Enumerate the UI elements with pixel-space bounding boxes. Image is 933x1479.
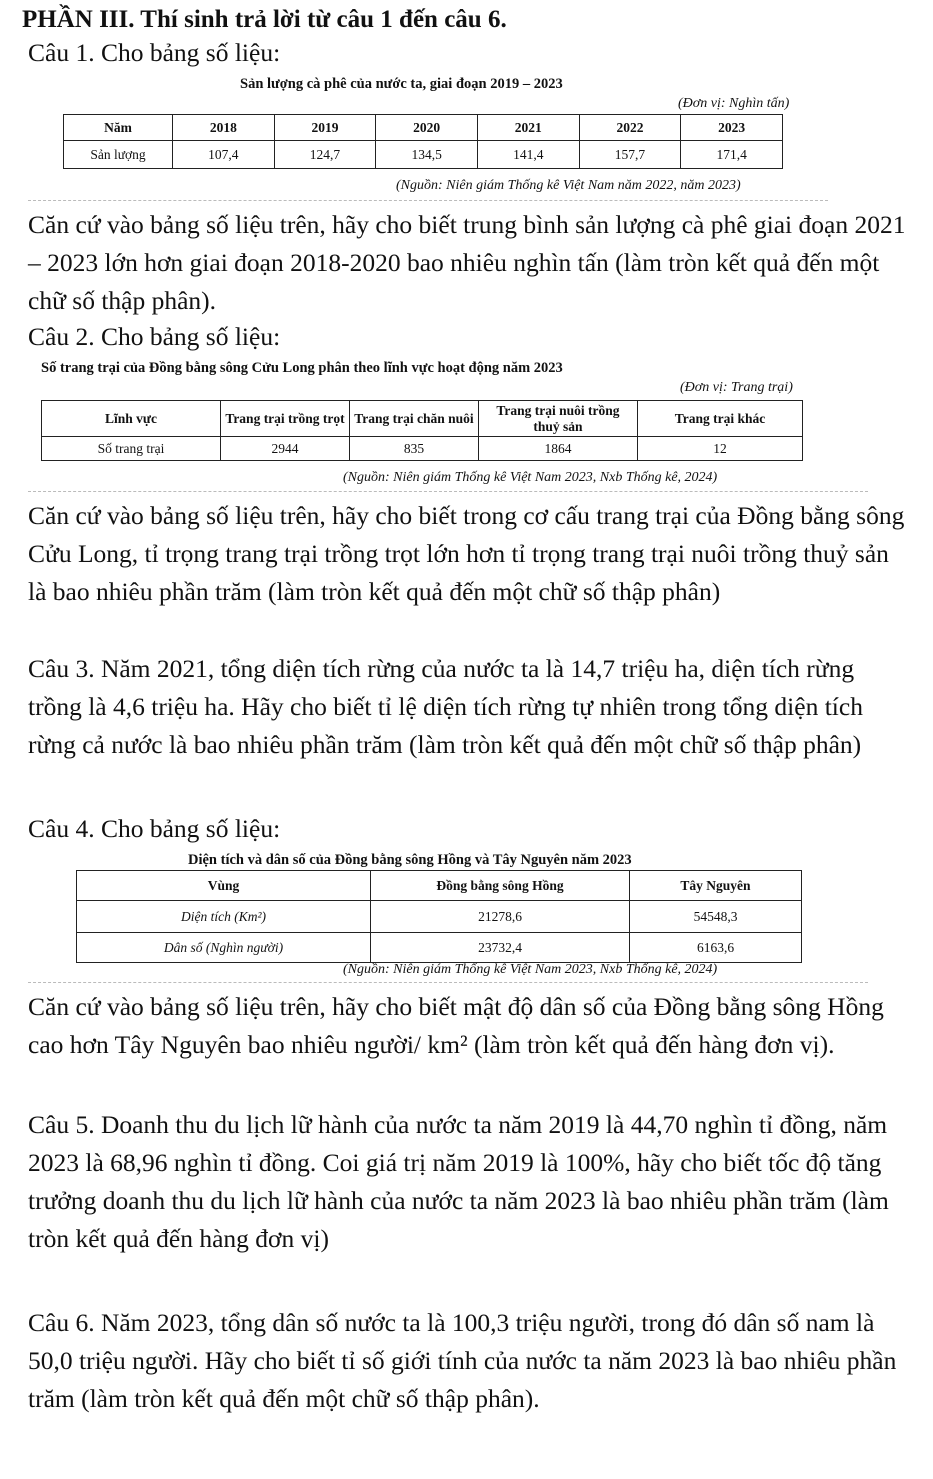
q1-cell: 107,4 bbox=[173, 141, 275, 169]
divider bbox=[28, 200, 828, 201]
q4-header-cell: Vùng bbox=[77, 871, 371, 901]
q1-cell: 141,4 bbox=[477, 141, 579, 169]
q2-header-cell: Trang trại khác bbox=[638, 401, 803, 437]
q2-cell: 835 bbox=[350, 437, 479, 461]
q4-cell: Dân số (Nghìn người) bbox=[77, 933, 371, 963]
q1-header-cell: 2021 bbox=[477, 115, 579, 141]
q4-cell: 23732,4 bbox=[371, 933, 630, 963]
q1-header-cell: 2019 bbox=[274, 115, 376, 141]
q2-header-cell: Trang trại chăn nuôi bbox=[350, 401, 479, 437]
q4-data-row bbox=[77, 901, 802, 933]
q2-cell: Số trang trại bbox=[42, 437, 221, 461]
q2-unit: (Đơn vị: Trang trại) bbox=[680, 380, 793, 395]
q4-label: Câu 4. Cho bảng số liệu: bbox=[28, 814, 281, 843]
q6-text: Câu 6. Năm 2023, tổng dân số nước ta là 100,3 triệu người, trong đó dân số nam là 50,0 triệu người. Hãy cho biết tỉ số giới tính của nước ta năm 2023 là bao nhiêu phần trăm (làm tròn kết quả đến một chữ số thập phân). bbox=[28, 1308, 897, 1413]
section-heading: PHẦN III. Thí sinh trả lời từ câu 1 đến câu 6. bbox=[22, 6, 507, 33]
q4-text: Căn cứ vào bảng số liệu trên, hãy cho biết mật độ dân số của Đồng bằng sông Hồng cao hơn Tây Nguyên bao nhiêu người/ km² (làm tròn kết quả đến hàng đơn vị). bbox=[28, 992, 884, 1059]
q4-cell: 6163,6 bbox=[630, 933, 802, 963]
q2-cell: 12 bbox=[638, 437, 803, 461]
q2-label: Câu 2. Cho bảng số liệu: bbox=[28, 322, 281, 351]
q2-header-cell: Trang trại trồng trọt bbox=[221, 401, 350, 437]
q2-header-cell: Lĩnh vực bbox=[42, 401, 221, 437]
q2-cell: 2944 bbox=[221, 437, 350, 461]
q1-cell: 157,7 bbox=[579, 141, 681, 169]
q4-table bbox=[76, 870, 802, 963]
q2-header-cell: Trang trại nuôi trồng thuỷ sản bbox=[479, 401, 638, 437]
divider bbox=[28, 982, 868, 983]
q4-table-title: Diện tích và dân số của Đồng bằng sông Hồng và Tây Nguyên năm 2023 bbox=[188, 852, 632, 868]
q1-unit: (Đơn vị: Nghìn tấn) bbox=[678, 96, 790, 111]
q4-header-cell: Đồng bằng sông Hồng bbox=[371, 871, 630, 901]
q2-text: Căn cứ vào bảng số liệu trên, hãy cho biết trong cơ cấu trang trại của Đồng bằng sông Cửu Long, tỉ trọng trang trại trồng trọt lớn hơn tỉ trọng trang trại nuôi trồng thuỷ sản là bao nhiêu phần trăm (làm tròn kết quả đến một chữ số thập phân) bbox=[28, 501, 905, 606]
q1-cell: Sản lượng bbox=[64, 141, 173, 169]
q2-source: (Nguồn: Niên giám Thống kê Việt Nam 2023, Nxb Thống kê, 2024) bbox=[343, 470, 718, 485]
q1-data-row bbox=[64, 141, 783, 169]
q1-label: Câu 1. Cho bảng số liệu: bbox=[28, 38, 281, 67]
q1-header-row bbox=[64, 115, 783, 141]
q1-cell: 171,4 bbox=[681, 141, 783, 169]
q1-cell: 134,5 bbox=[376, 141, 478, 169]
q1-table bbox=[63, 114, 783, 169]
q1-cell: 124,7 bbox=[274, 141, 376, 169]
q2-data-row bbox=[42, 437, 803, 461]
q5-text: Câu 5. Doanh thu du lịch lữ hành của nước ta năm 2019 là 44,70 nghìn tỉ đồng, năm 2023 là 68,96 nghìn tỉ đồng. Coi giá trị năm 2019 là 100%, hãy cho biết tốc độ tăng trưởng doanh thu du lịch lữ hành của nước ta năm 2023 là bao nhiêu phần trăm (làm tròn kết quả đến hàng đơn vị) bbox=[28, 1110, 889, 1253]
q1-source: (Nguồn: Niên giám Thống kê Việt Nam năm 2022, năm 2023) bbox=[396, 178, 741, 193]
q2-cell: 1864 bbox=[479, 437, 638, 461]
q2-table bbox=[41, 400, 803, 461]
q1-header-cell: 2020 bbox=[376, 115, 478, 141]
q4-header-cell: Tây Nguyên bbox=[630, 871, 802, 901]
q1-header-cell: 2018 bbox=[173, 115, 275, 141]
q2-table-title: Số trang trại của Đồng bằng sông Cửu Long phân theo lĩnh vực hoạt động năm 2023 bbox=[41, 360, 563, 376]
q4-header-row bbox=[77, 871, 802, 901]
q4-cell: 21278,6 bbox=[371, 901, 630, 933]
q4-data-row bbox=[77, 933, 802, 963]
q4-source: (Nguồn: Niên giám Thống kê Việt Nam 2023, Nxb Thống kê, 2024) bbox=[343, 962, 718, 977]
q2-header-row bbox=[42, 401, 803, 437]
q3-text: Câu 3. Năm 2021, tổng diện tích rừng của nước ta là 14,7 triệu ha, diện tích rừng trồng là 4,6 triệu ha. Hãy cho biết tỉ lệ diện tích rừng tự nhiên trong tổng diện tích rừng cả nước là bao nhiêu phần trăm (làm tròn kết quả đến một chữ số thập phân) bbox=[28, 654, 863, 759]
q4-cell: 54548,3 bbox=[630, 901, 802, 933]
q1-header-cell: 2022 bbox=[579, 115, 681, 141]
q1-text: Căn cứ vào bảng số liệu trên, hãy cho biết trung bình sản lượng cà phê giai đoạn 2021 – 2023 lớn hơn giai đoạn 2018-2020 bao nhiêu nghìn tấn (làm tròn kết quả đến một chữ số thập phân). bbox=[28, 210, 906, 315]
divider bbox=[28, 491, 868, 492]
q4-cell: Diện tích (Km²) bbox=[77, 901, 371, 933]
q1-header-cell: Năm bbox=[64, 115, 173, 141]
q1-table-title: Sản lượng cà phê của nước ta, giai đoạn 2019 – 2023 bbox=[240, 76, 563, 92]
q1-header-cell: 2023 bbox=[681, 115, 783, 141]
